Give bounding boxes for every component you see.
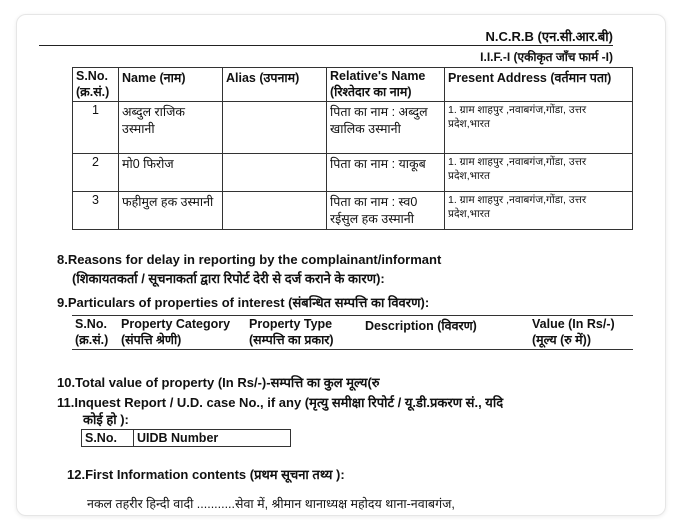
col-name: Name (नाम) [119, 68, 223, 102]
section-9-number: 9. [57, 295, 68, 310]
section-11-number: 11. [57, 395, 75, 410]
section-10-title: 10.Total value of property (In Rs/-)-सम्पत्ति का कुल मूल्य(रु [57, 375, 380, 390]
row-sno: 2 [73, 154, 119, 192]
inquest-table-header [82, 430, 291, 447]
prop-col-type: Property Type (सम्पत्ति का प्रकार) [246, 316, 362, 350]
inquest-col-uidb: UIDB Number [134, 430, 291, 447]
form-title: I.I.F.-I (एकीकृत जाँच फार्म -I) [480, 50, 613, 64]
section-12-text: नकल तहरीर हिन्दी वादी ...........सेवा में, श्रीमान थानाध्यक्ष महोदय थाना-नवाबगंज, [87, 497, 455, 511]
row-relative: पिता का नाम : अब्दुल खालिक उस्मानी [327, 102, 445, 154]
row-relative: पिता का नाम : याकूब [327, 154, 445, 192]
row-alias [223, 154, 327, 192]
col-relative: Relative's Name (रिश्तेदार का नाम) [327, 68, 445, 102]
row-name: फहीमुल हक उस्मानी [119, 192, 223, 230]
prop-col-category: Property Category (संपत्ति श्रेणी) [118, 316, 246, 350]
row-name: अब्दुल राजिक उस्मानी [119, 102, 223, 154]
section-8-title: 8.Reasons for delay in reporting by the complainant/informant [57, 252, 442, 267]
col-alias: Alias (उपनाम) [223, 68, 327, 102]
section-8-number: 8. [57, 252, 68, 267]
section-12-title: 12.First Information contents (प्रथम सूचना तथ्य ): [67, 467, 345, 482]
col-sno: S.No. (क्र.सं.) [73, 68, 119, 102]
inquest-table [81, 429, 291, 447]
row-address: 1. ग्राम शाहपुर ,नवाबगंज,गोंडा, उत्तर प्रदेश,भारत [445, 154, 633, 192]
header-rule [39, 45, 613, 46]
inquest-col-sno: S.No. [82, 430, 134, 447]
persons-table-header [73, 68, 633, 102]
prop-col-sno: S.No. (क्र.सं.) [72, 316, 118, 350]
properties-table [72, 315, 633, 350]
section-12-number: 12. [67, 467, 86, 482]
section-10-number: 10. [57, 375, 76, 390]
properties-table-header [72, 316, 633, 350]
section-8-subtitle: (शिकायतकर्ता / सूचनाकर्ता द्वारा रिपोर्ट देरी से दर्ज कराने के कारण): [72, 271, 385, 286]
row-name: मो0 फिरोज [119, 154, 223, 192]
row-alias [223, 102, 327, 154]
row-address: 1. ग्राम शाहपुर ,नवाबगंज,गोंडा, उत्तर प्रदेश,भारत [445, 102, 633, 154]
row-alias [223, 192, 327, 230]
prop-col-description: Description (विवरण) [362, 316, 514, 350]
section-11-title: 11.Inquest Report / U.D. case No., if any (मृत्यु समीक्षा रिपोर्ट / यू.डी.प्रकरण सं., यदि [57, 395, 504, 410]
prop-col-value: Value (In Rs/-) (मूल्य (रु में)) [514, 316, 633, 350]
table-row [73, 154, 633, 192]
section-11-title-cont: कोई हो ): [83, 412, 129, 427]
row-sno: 1 [73, 102, 119, 154]
table-row [73, 192, 633, 230]
ncrb-header: N.C.R.B (एन.सी.आर.बी) [485, 29, 613, 44]
row-relative: पिता का नाम : स्व0 रईसुल हक उस्मानी [327, 192, 445, 230]
document-page [16, 14, 666, 516]
section-9-title: 9.Particulars of properties of interest (संबन्धित सम्पत्ति का विवरण): [57, 295, 430, 310]
table-row [73, 102, 633, 154]
col-address: Present Address (वर्तमान पता) [445, 68, 633, 102]
row-address: 1. ग्राम शाहपुर ,नवाबगंज,गोंडा, उत्तर प्रदेश,भारत [445, 192, 633, 230]
row-sno: 3 [73, 192, 119, 230]
persons-table [72, 67, 633, 230]
